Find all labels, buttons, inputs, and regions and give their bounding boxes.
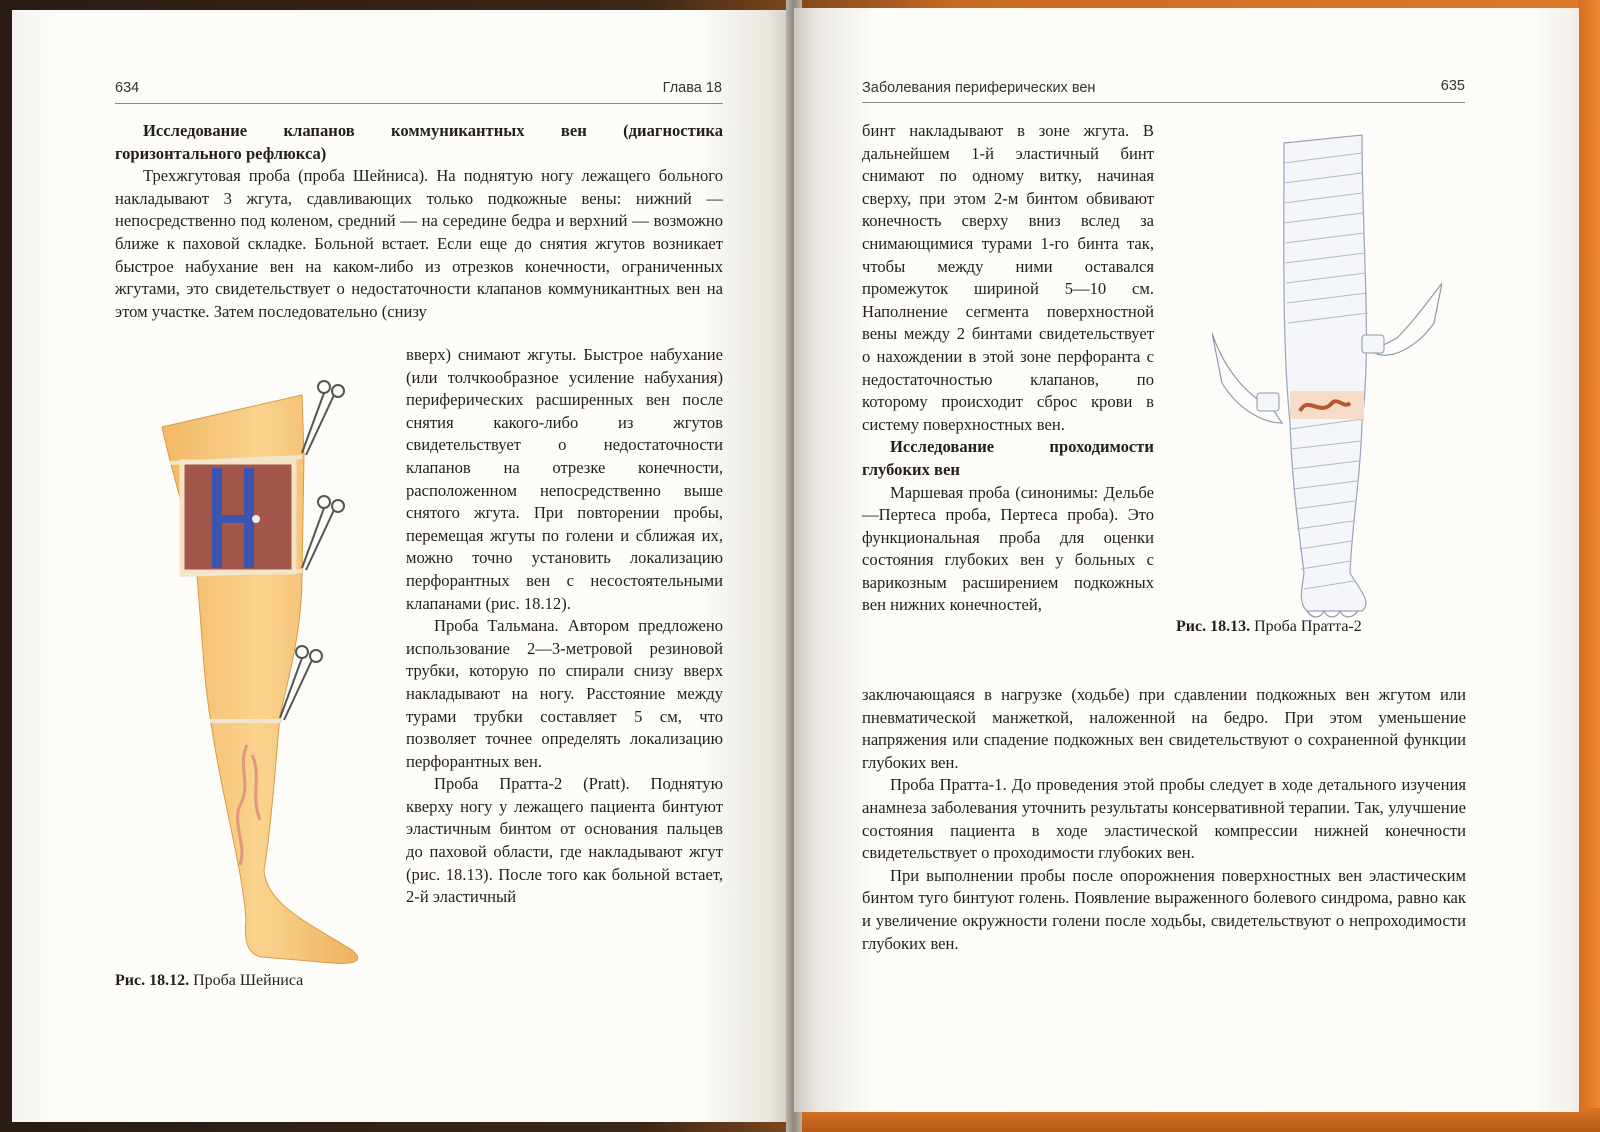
clamp-icon: [302, 496, 344, 570]
figure-caption-text: Проба Пратта-2: [1254, 618, 1362, 635]
bandage-roll: [1257, 393, 1279, 411]
running-head: Заболевания периферических вен: [862, 80, 1096, 96]
section-heading: Исследование клапанов коммуникантных вен (диагностика горизонтального рефлюкса): [115, 121, 723, 163]
bandage-roll: [1362, 335, 1384, 353]
running-head: Глава 18: [662, 80, 722, 96]
paragraph: Проба Пратта-2 (Pratt). Поднятую кверху ногу у лежащего пациента бинтуют эластичным бинтом от основания пальцев до паховой области, где накладывают жгут (рис. 18.13). После того как больной встает, 2-й эластичный: [406, 774, 723, 907]
leg-outline: [1284, 135, 1367, 611]
figure-caption-text: Проба Шейниса: [193, 972, 304, 989]
right-full-text: [862, 684, 1466, 955]
cover-edge: [1578, 0, 1600, 1132]
figure-label: Рис. 18.13.: [1176, 618, 1251, 635]
figure-caption: [115, 972, 303, 990]
page-number: 635: [1440, 78, 1465, 94]
paragraph: При выполнении пробы после опорожнения поверхностных вен эластическим бинтом туго бинтуют голень. Появление выраженного болевого синдрома, равно как и увеличение окружности голени после ходьбы, свидетельствуют о непроходимости глубоких вен.: [862, 865, 1466, 953]
section-heading: Исследование проходимости глубоких вен: [862, 437, 1154, 479]
left-narrow-text: [406, 344, 723, 909]
paragraph: Проба Тальмана. Автором предложено использование 2—3-метровой резиновой трубки, которую по спирали снизу вверх накладывают на ногу. Расстояние между турами трубки составляет 5 см, что позволяет точнее определять локализацию перфорантных вен.: [406, 616, 723, 771]
figure-label: Рис. 18.12.: [115, 972, 190, 989]
right-page: [794, 8, 1579, 1112]
figure-caption: [1176, 618, 1362, 636]
communicant-vein: [222, 515, 244, 523]
paragraph-continuation: вверх) снимают жгуты. Быстрое набухание (или толчкообразное усиление набухания) периферических расширенных вен после снятия какого-либо из жгутов свидетельствует о недостаточности клапанов на отрезке конечности, расположенном непосредственно выше снятого жгута. При повторении пробы, перемещая жгуты по голени и сближая их, можно точно установить локализацию перфорантных вен с несостоятельными клапанами (рис. 18.12).: [406, 345, 723, 613]
paragraph: Трехжгутовая проба (проба Шейниса). На поднятую ногу лежащего больного накладывают 3 жгута, сдавливающих только подкожные вены: нижний — непосредственно под коленом, средний — на середине бедра и верхний — возможно ближе к паховой складке. Больной встает. Если еще до снятия жгутов возникает быстрое набухание вен на каком-либо из отрезков конечности, ограниченных жгутами, это свидетельствует о недостаточности клапанов коммуникантных вен на этом участке. Затем последовательно (снизу: [115, 166, 723, 321]
header-rule: [862, 102, 1465, 103]
paragraph-continuation: заключающаяся в нагрузке (ходьбе) при сдавлении подкожных вен жгутом или пневматической манжеткой, наложенной на бедро. При этом уменьшение напряжения или спадение подкожных вен свидетельствуют о сохраненной функции глубоких вен.: [862, 685, 1466, 772]
paragraph: Проба Пратта-1. До проведения этой пробы следует в ходе детального изучения анамнеза заболевания уточнить результаты консервативной терапии. Так, улучшение состояния пациента в ходе эластической компрессии нижней конечности свидетельствует о проходимости глубоких вен.: [862, 775, 1466, 863]
clamp-icon: [302, 381, 344, 455]
left-page: [12, 10, 792, 1122]
header-rule: [115, 103, 723, 104]
vein-left: [212, 468, 222, 568]
figure-leg-bandage: [1212, 123, 1442, 623]
valve-marker: [252, 515, 260, 523]
paragraph: Маршевая проба (синонимы: Дельбе—Пертеса проба, Пертеса проба). Это функциональная проба для оценки состояния глубоких вен у больных с варикозным расширением подкожных вен нижних конечностей,: [862, 482, 1154, 615]
right-narrow-text: [862, 120, 1154, 617]
page-number: 634: [115, 80, 140, 96]
paragraph-continuation: бинт накладывают в зоне жгута. В дальнейшем 1-й эластичный бинт снимают по одному витку, начиная сверху, при этом 2-м бинтом обвивают конечность сверху вниз вслед за снимающимися турами 1-го бинта так, чтобы между ними оставался промежуток шириной 5—10 см. Наполнение сегмента поверхностной вены между 2 бинтами свидетельствует о нахождении в этой зоне перфоранта с недостаточностью клапанов, по которому происходит сброс крови в систему поверхностных вен.: [862, 121, 1154, 434]
left-full-text: [115, 120, 723, 323]
figure-leg-tourniquets: [152, 365, 392, 975]
toes: [1307, 611, 1358, 617]
